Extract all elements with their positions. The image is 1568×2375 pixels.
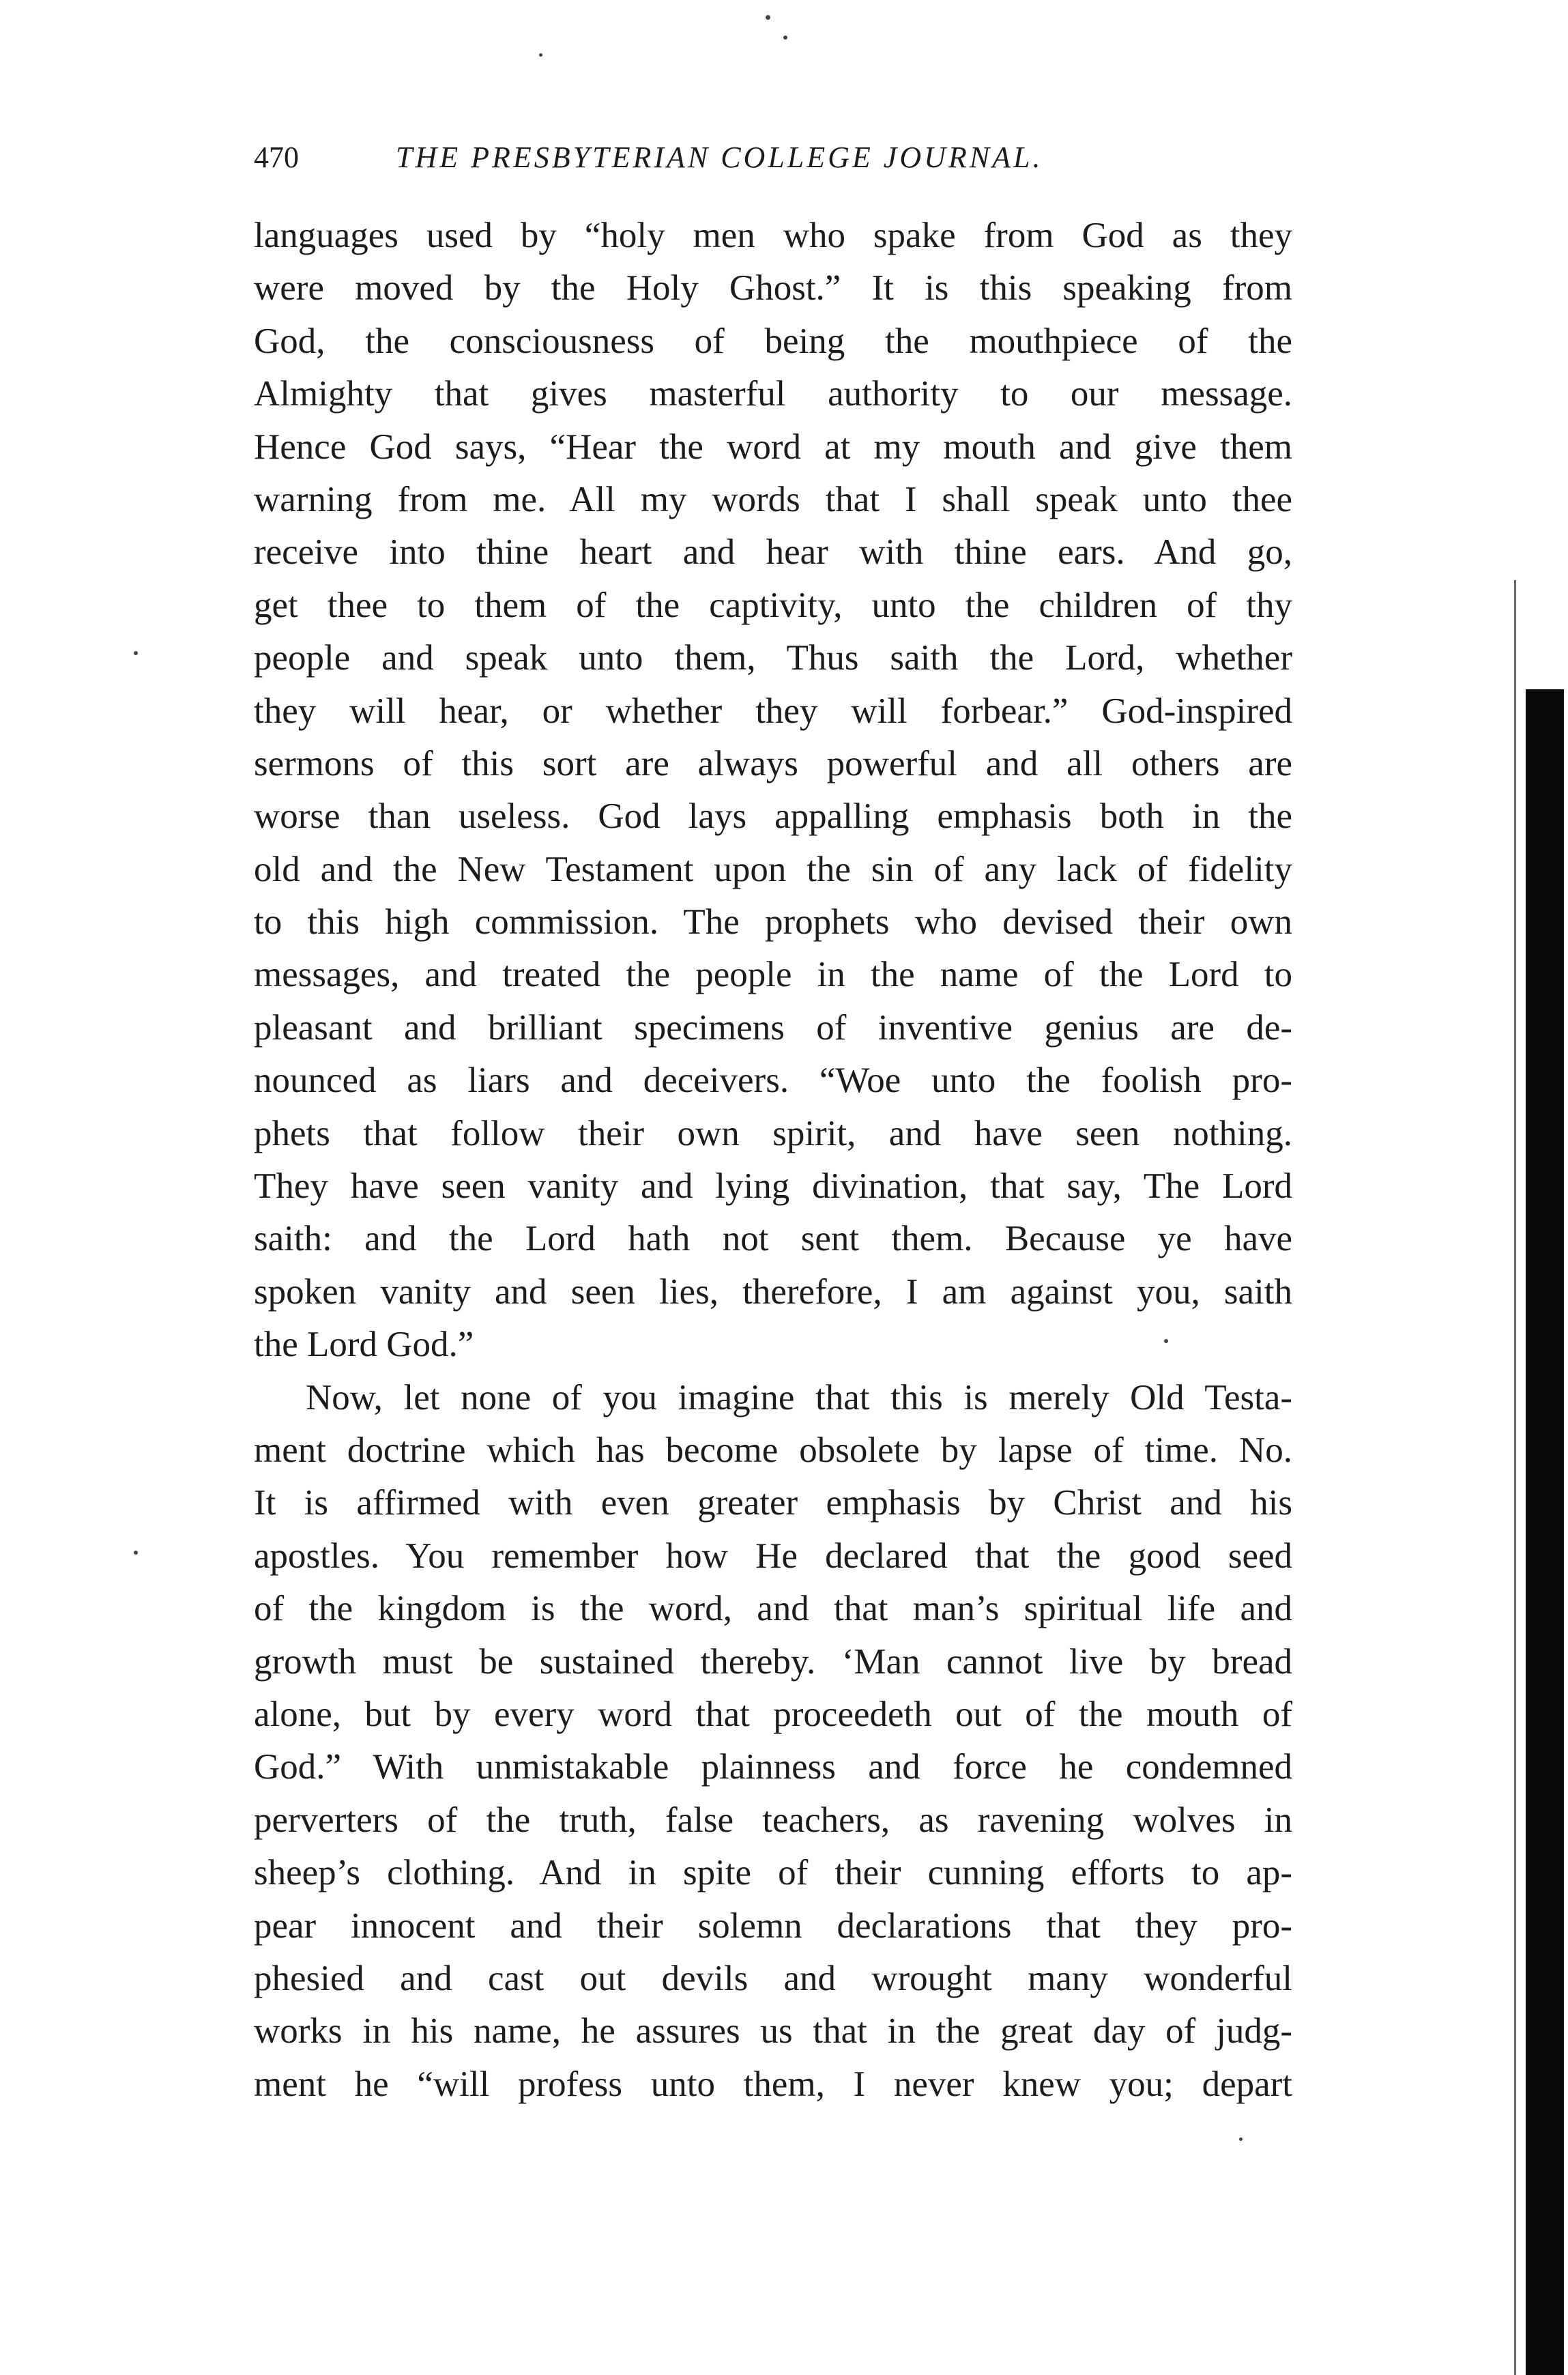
text-line: phesied and cast out devils and wrought many wonderful <box>254 1958 1292 1998</box>
text-line: growth must be sustained thereby. ‘Man cannot live by bread <box>254 1641 1292 1682</box>
text-line: languages used by “holy men who spake from God as they <box>254 216 1292 255</box>
scan-speck <box>134 1551 138 1555</box>
text-line: old and the New Testament upon the sin of any lack of fidelity <box>254 849 1292 889</box>
scan-speck <box>134 651 138 655</box>
text-line: get thee to them of the captivity, unto the children of thy <box>254 585 1292 625</box>
text-line: They have seen vanity and lying divination, that say, The Lord <box>254 1166 1292 1207</box>
text-line: Almighty that gives masterful authority to our message. <box>254 374 1292 414</box>
paragraph-1 <box>254 210 1292 1372</box>
text-line: God, the consciousness of being the mouthpiece of the <box>254 321 1292 361</box>
text-line: Now, let none of you imagine that this is merely Old Testa- <box>306 1377 1292 1417</box>
text-line: ment doctrine which has become obsolete by lapse of time. No. <box>254 1430 1292 1470</box>
page-number: 470 <box>254 141 299 174</box>
text-line: messages, and treated the people in the name of the Lord to <box>254 955 1292 995</box>
text-line: sermons of this sort are always powerful and all others are <box>254 743 1292 783</box>
text-line: people and speak unto them, Thus saith the Lord, whether <box>254 638 1292 678</box>
scan-speck <box>1239 2138 1243 2141</box>
journal-title: THE PRESBYTERIAN COLLEGE JOURNAL. <box>396 141 1043 174</box>
scan-speck <box>766 15 770 20</box>
text-line: sheep’s clothing. And in spite of their cunning efforts to ap- <box>254 1853 1292 1893</box>
text-line: alone, but by every word that proceedeth out of the mouth of <box>254 1694 1292 1734</box>
running-head <box>254 134 1298 182</box>
text-line: saith: and the Lord hath not sent them. Because ye have <box>254 1219 1292 1259</box>
text-line: the Lord God.” <box>254 1325 474 1365</box>
scan-speck <box>1164 1339 1168 1343</box>
text-line: ment he “will profess unto them, I never knew you; depart <box>254 2064 1292 2104</box>
scan-speck <box>783 35 787 40</box>
text-line: worse than useless. God lays appalling emphasis both in the <box>254 796 1292 837</box>
body-text <box>254 210 1292 2111</box>
text-line: Hence God says, “Hear the word at my mouth and give them <box>254 427 1292 467</box>
text-line: works in his name, he assures us that in the great day of judg- <box>254 2011 1292 2052</box>
text-line: pear innocent and their solemn declarations that they pro- <box>254 1905 1292 1946</box>
text-line: pleasant and brilliant specimens of inventive genius are de- <box>254 1007 1292 1048</box>
text-line: warning from me. All my words that I shall speak unto thee <box>254 479 1292 519</box>
text-line: to this high commission. The prophets who devised their own <box>254 902 1292 942</box>
text-line: apostles. You remember how He declared that the good seed <box>254 1536 1292 1576</box>
scan-speck <box>539 53 542 57</box>
text-line: of the kingdom is the word, and that man’s spiritual life and <box>254 1589 1292 1629</box>
text-line: receive into thine heart and hear with thine ears. And go, <box>254 532 1292 573</box>
paragraph-2 <box>254 1372 1292 2111</box>
scan-edge-shadow <box>1526 689 1564 2375</box>
text-line: It is affirmed with even greater emphasis by Christ and his <box>254 1483 1292 1523</box>
text-line: nounced as liars and deceivers. “Woe unto the foolish pro- <box>254 1061 1292 1101</box>
text-line: they will hear, or whether they will forbear.” God-inspired <box>254 691 1292 731</box>
text-line: phets that follow their own spirit, and have seen nothing. <box>254 1113 1292 1153</box>
scan-edge-line <box>1514 580 1516 2375</box>
text-line: perverters of the truth, false teachers, as ravening wolves in <box>254 1800 1292 1840</box>
text-line: spoken vanity and seen lies, therefore, I am against you, saith <box>254 1271 1292 1312</box>
text-line: God.” With unmistakable plainness and force he condemned <box>254 1747 1292 1787</box>
text-line: were moved by the Holy Ghost.” It is this speaking from <box>254 268 1292 308</box>
